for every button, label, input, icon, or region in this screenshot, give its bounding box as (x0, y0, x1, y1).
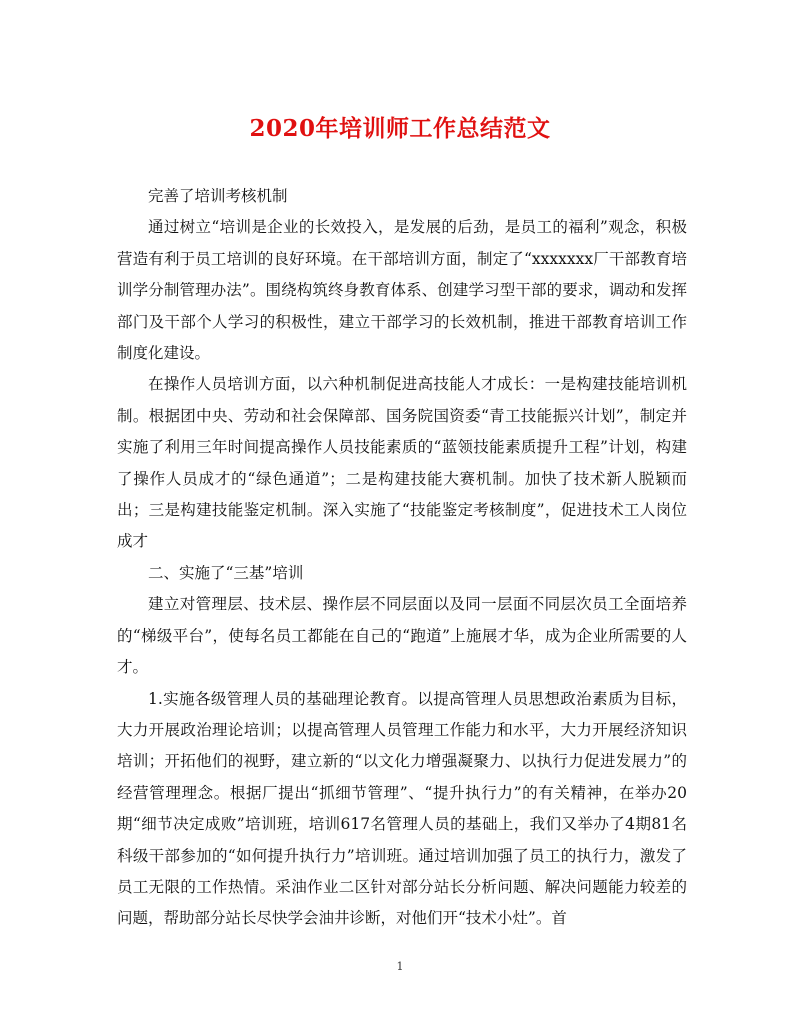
paragraph-operator-training: 在操作人员培训方面，以六种机制促进高技能人才成长：一是构建技能培训机制。根据团中央、劳动和社会保障部、国务院国资委“青工技能振兴计划”，制定并实施了利用三年时间提高操作人员技能素质的“蓝领技能素质提升工程”计划，构建了操作人员成才的“绿色通道”；二是构建技能大赛机制。加快了技术新人脱颖而出；三是构建技能鉴定机制。深入实施了“技能鉴定考核制度”，促进技术工人岗位成才 (117, 375, 687, 551)
page-title: 2020年培训师工作总结范文 (249, 115, 551, 142)
paragraph-ladder-platform: 建立对管理层、技术层、操作层不同层面以及同一层面不同层次员工全面培养的“梯级平台”，使每名员工都能在自己的“跑道”上施展才华，成为企业所需要的人才。 (117, 595, 687, 677)
section-heading-three-basics: 二、实施了“三基”培训 (148, 563, 304, 582)
section-heading-assessment: 完善了培训考核机制 (148, 187, 288, 205)
paragraph-cadre-training: 通过树立“培训是企业的长效投入，是发展的后劲，是员工的福利”观念，积极营造有利于员工培训的良好环境。在干部培训方面，制定了“xxxxxxx厂干部教育培训学分制管理办法”。围绕构筑终身教育体系、创建学习型干部的要求，调动和发挥部门及干部个人学习的积极性，建立干部学习的长效机制，推进干部教育培训工作制度化建设。 (117, 218, 687, 363)
paragraph-management-education: 1.实施各级管理人员的基础理论教育。以提高管理人员思想政治素质为目标，大力开展政治理论培训；以提高管理人员管理工作能力和水平，大力开展经济知识培训；开拓他们的视野，建立新的“以文化力增强凝聚力、以执行力促进发展力”的经营管理理念。根据厂提出“抓细节管理”、“提升执行力”的有关精神，在举办20期“细节决定成败”培训班，培训617名管理人员的基础上，我们又举办了4期81名科级干部参加的“如何提升执行力”培训班。通过培训加强了员工的执行力，激发了员工无限的工作热情。采油作业二区针对部分站长分析问题、解决问题能力较差的问题，帮助部分站长尽快学会油井诊断，对他们开“技术小灶”。首 (117, 689, 687, 928)
page-number: 1 (396, 960, 404, 973)
document-body (117, 181, 687, 935)
